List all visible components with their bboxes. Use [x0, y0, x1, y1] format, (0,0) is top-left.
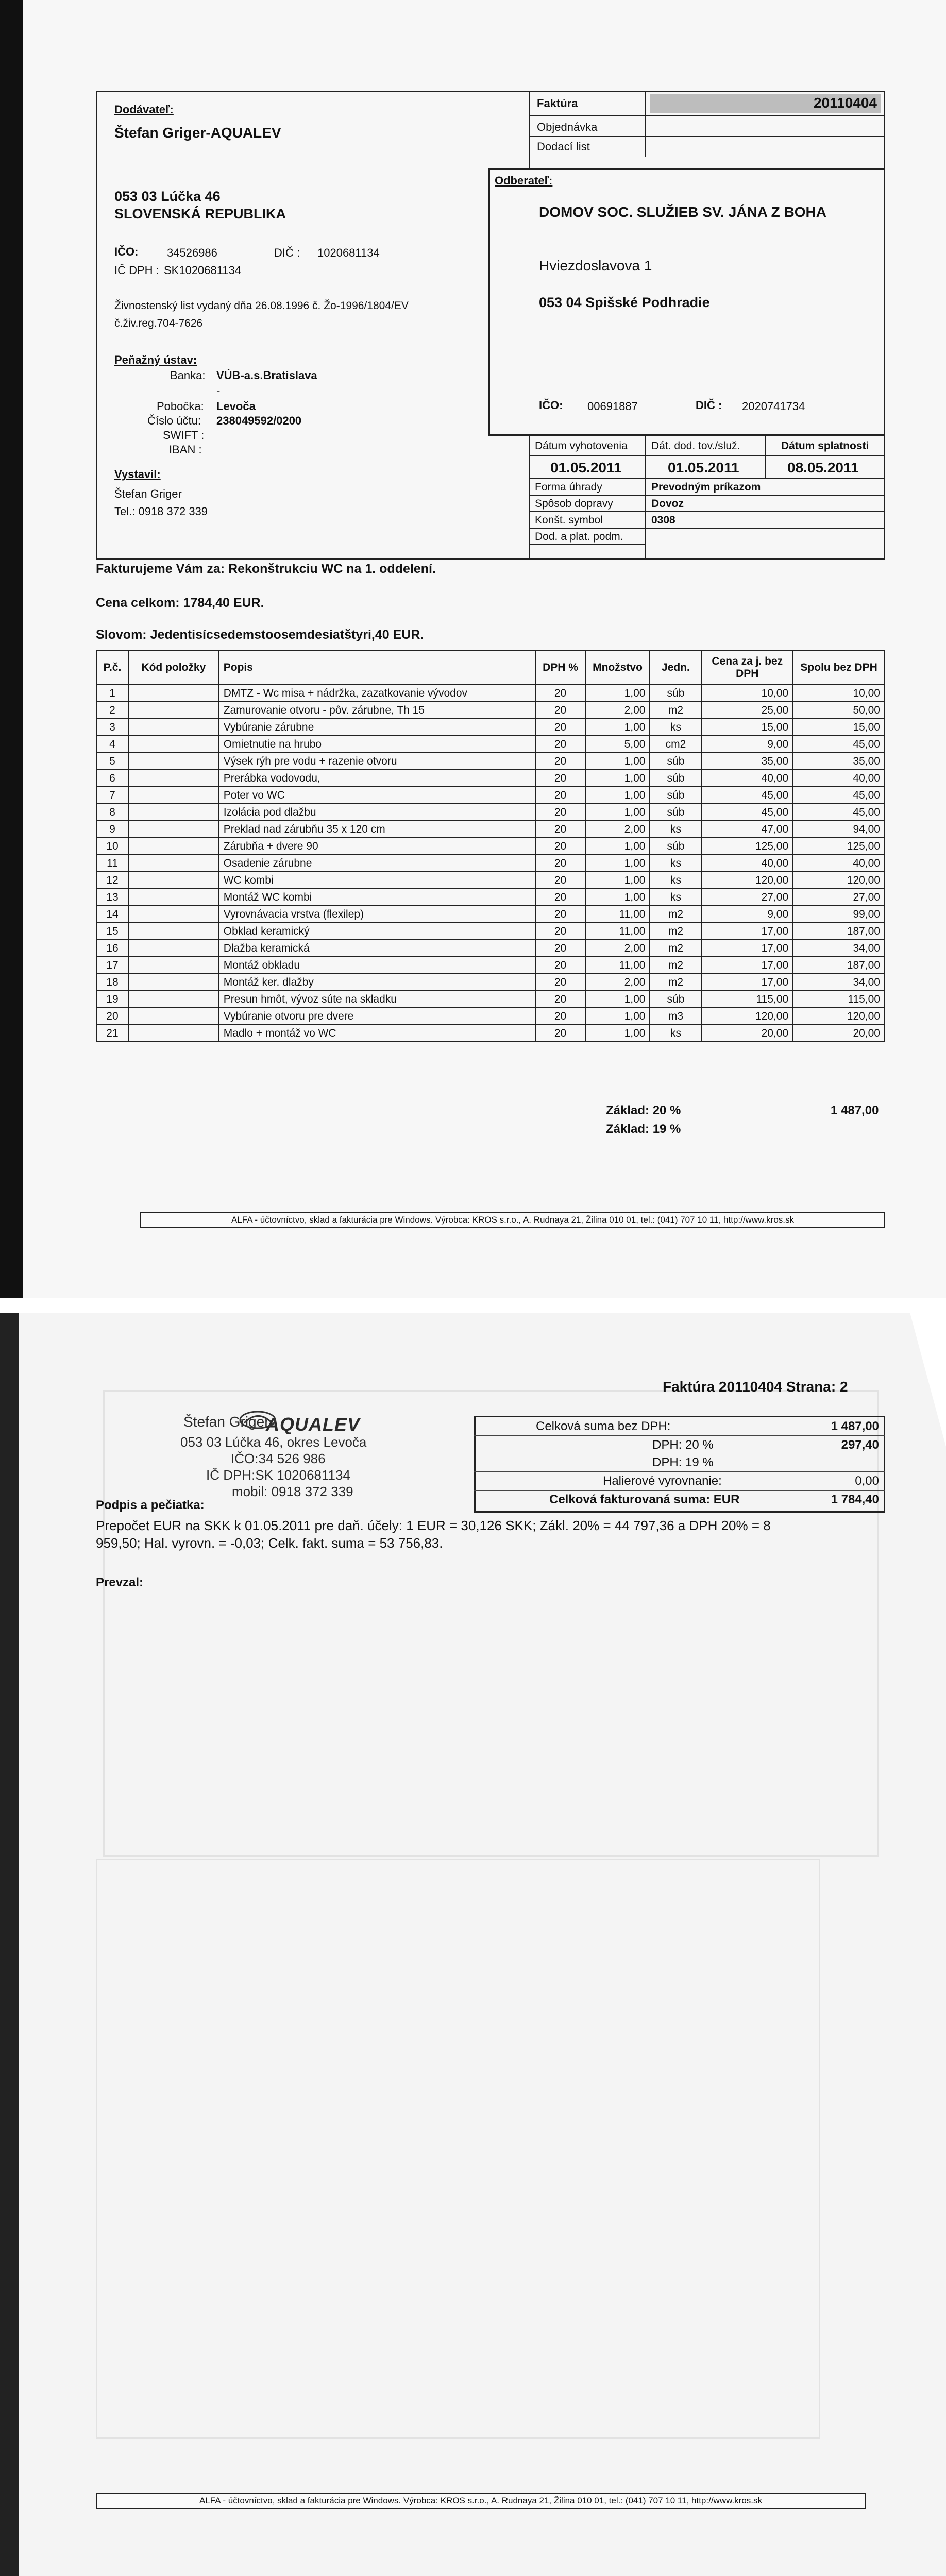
issuer-phone: Tel.: 0918 372 339 — [114, 505, 208, 518]
objednavka-label: Objednávka — [537, 121, 598, 133]
supplier-icdph-label: IČ DPH : — [114, 264, 159, 277]
row-description: Obklad keramický — [219, 923, 536, 940]
row-unit: súb — [650, 787, 701, 804]
row-vat: 20 — [536, 702, 585, 719]
row-code — [128, 702, 219, 719]
row-description: Vyrovnávacia vrstva (flexilep) — [219, 906, 536, 923]
table-row — [96, 1025, 885, 1042]
customer-ico-value: 00691887 — [587, 400, 638, 413]
row-description: Izolácia pod dlažbu — [219, 804, 536, 821]
row-quantity: 1,00 — [585, 719, 650, 736]
row-number: 4 — [96, 736, 128, 753]
table-row — [96, 821, 885, 838]
row-code — [128, 787, 219, 804]
row-quantity: 2,00 — [585, 974, 650, 991]
row-number: 7 — [96, 787, 128, 804]
row-code — [128, 906, 219, 923]
table-row — [96, 906, 885, 923]
supplier-icdph-value: SK1020681134 — [164, 264, 242, 277]
bank-value: VÚB-a.s.Bratislava — [216, 369, 317, 382]
customer-city: 053 04 Spišské Podhradie — [539, 295, 710, 310]
row-quantity: 11,00 — [585, 957, 650, 974]
account-label: Číslo účtu: — [147, 414, 201, 427]
base-20-label: Základ: 20 % — [606, 1104, 681, 1117]
row-vat: 20 — [536, 906, 585, 923]
row-unit-price: 17,00 — [701, 940, 793, 957]
invoice-page-2 — [0, 1313, 946, 2576]
payment-form-label: Forma úhrady — [535, 481, 602, 493]
row-number: 16 — [96, 940, 128, 957]
col-pc: P.č. — [96, 651, 128, 685]
summary-row-vat19: DPH: 19 % — [474, 1453, 885, 1472]
row-unit: súb — [650, 804, 701, 821]
row-unit-price: 9,00 — [701, 736, 793, 753]
row-vat: 20 — [536, 940, 585, 957]
transport-label: Spôsob dopravy — [535, 498, 613, 510]
bank-heading: Peňažný ústav: — [114, 353, 197, 366]
row-description: Vybúranie zárubne — [219, 719, 536, 736]
base-19-label: Základ: 19 % — [606, 1122, 681, 1136]
table-row — [96, 838, 885, 855]
row-unit-price: 125,00 — [701, 838, 793, 855]
row-unit: m2 — [650, 906, 701, 923]
customer-dic-value: 2020741734 — [742, 400, 805, 413]
row-vat: 20 — [536, 838, 585, 855]
row-vat: 20 — [536, 1008, 585, 1025]
row-unit: m2 — [650, 923, 701, 940]
row-vat: 20 — [536, 957, 585, 974]
bank-dash: - — [216, 384, 221, 397]
col-code: Kód položky — [128, 651, 219, 685]
row-unit-price: 27,00 — [701, 889, 793, 906]
row-description: Montáž obkladu — [219, 957, 536, 974]
items-table — [96, 650, 885, 1042]
row-quantity: 1,00 — [585, 889, 650, 906]
table-row — [96, 974, 885, 991]
iban-label: IBAN : — [169, 443, 202, 456]
table-row — [96, 940, 885, 957]
row-number: 9 — [96, 821, 128, 838]
row-unit: ks — [650, 872, 701, 889]
row-unit: súb — [650, 770, 701, 787]
row-number: 2 — [96, 702, 128, 719]
row-number: 18 — [96, 974, 128, 991]
row-total: 35,00 — [793, 753, 885, 770]
row-code — [128, 804, 219, 821]
row-total: 50,00 — [793, 702, 885, 719]
row-total: 15,00 — [793, 719, 885, 736]
transport-value: Dovoz — [651, 498, 684, 510]
row-total: 34,00 — [793, 940, 885, 957]
row-total: 40,00 — [793, 770, 885, 787]
issuer-heading: Vystavil: — [114, 468, 161, 481]
branch-value: Levoča — [216, 400, 256, 413]
summary-row-total-novat: Celková suma bez DPH: 1 487,00 — [474, 1417, 885, 1436]
row-quantity: 2,00 — [585, 940, 650, 957]
summary-row-grand-total: Celková fakturovaná suma: EUR 1 784,40 — [549, 1493, 879, 1506]
row-description: Dlažba keramická — [219, 940, 536, 957]
row-code — [128, 957, 219, 974]
row-total: 27,00 — [793, 889, 885, 906]
customer-heading: Odberateľ: — [495, 174, 553, 187]
stamp-line1: 053 03 Lúčka 46, okres Levoča — [180, 1434, 367, 1450]
row-vat: 20 — [536, 991, 585, 1008]
row-unit-price: 120,00 — [701, 1008, 793, 1025]
delivery-terms-label: Dod. a plat. podm. — [535, 531, 623, 543]
row-total: 125,00 — [793, 838, 885, 855]
row-unit: m2 — [650, 957, 701, 974]
row-description: Preklad nad zárubňu 35 x 120 cm — [219, 821, 536, 838]
supplier-dic-label: DIČ : — [274, 246, 300, 259]
row-unit-price: 40,00 — [701, 855, 793, 872]
row-number: 8 — [96, 804, 128, 821]
customer-name: DOMOV SOC. SLUŽIEB SV. JÁNA Z BOHA — [539, 204, 826, 220]
row-description: Prerábka vodovodu, — [219, 770, 536, 787]
table-row — [96, 872, 885, 889]
row-quantity: 1,00 — [585, 685, 650, 702]
row-unit: m2 — [650, 974, 701, 991]
row-description: Madlo + montáž vo WC — [219, 1025, 536, 1042]
stamp-name: Štefan Griger — [183, 1414, 269, 1430]
row-number: 3 — [96, 719, 128, 736]
branch-label: Pobočka: — [157, 400, 204, 413]
scan-edge — [0, 0, 23, 1298]
row-unit-price: 17,00 — [701, 923, 793, 940]
bank-label: Banka: — [170, 369, 206, 382]
row-code — [128, 991, 219, 1008]
row-vat: 20 — [536, 923, 585, 940]
row-quantity: 1,00 — [585, 855, 650, 872]
row-description: Zárubňa + dvere 90 — [219, 838, 536, 855]
row-number: 19 — [96, 991, 128, 1008]
row-code — [128, 923, 219, 940]
row-quantity: 5,00 — [585, 736, 650, 753]
row-quantity: 1,00 — [585, 753, 650, 770]
payment-form-value: Prevodným príkazom — [651, 481, 761, 493]
row-unit: súb — [650, 685, 701, 702]
items-header-row — [96, 651, 885, 685]
row-quantity: 1,00 — [585, 804, 650, 821]
row-number: 1 — [96, 685, 128, 702]
col-vat: DPH % — [536, 651, 585, 685]
row-number: 10 — [96, 838, 128, 855]
row-quantity: 1,00 — [585, 770, 650, 787]
customer-dic-label: DIČ : — [696, 399, 722, 412]
row-number: 13 — [96, 889, 128, 906]
received-by-label: Prevzal: — [96, 1575, 144, 1589]
row-total: 120,00 — [793, 872, 885, 889]
row-code — [128, 940, 219, 957]
conversion-line-1: Prepočet EUR na SKK k 01.05.2011 pre daň. účely: 1 EUR = 30,126 SKK; Zákl. 20% = 44 797,36 a DPH 20% = 8 — [96, 1518, 771, 1533]
row-code — [128, 1008, 219, 1025]
faktura-label: Faktúra — [537, 97, 578, 110]
row-description: Montáž ker. dlažby — [219, 974, 536, 991]
row-quantity: 1,00 — [585, 1008, 650, 1025]
row-quantity: 1,00 — [585, 1025, 650, 1042]
row-code — [128, 855, 219, 872]
table-row — [96, 991, 885, 1008]
row-total: 20,00 — [793, 1025, 885, 1042]
row-number: 5 — [96, 753, 128, 770]
row-description: Omietnutie na hrubo — [219, 736, 536, 753]
stamp-logo: AQUALEV — [266, 1414, 361, 1435]
supplier-ico-value: 34526986 — [167, 246, 217, 259]
row-vat: 20 — [536, 753, 585, 770]
row-unit: ks — [650, 719, 701, 736]
row-unit-price: 9,00 — [701, 906, 793, 923]
supplier-address-2: SLOVENSKÁ REPUBLIKA — [114, 206, 286, 222]
row-quantity: 2,00 — [585, 821, 650, 838]
table-row — [96, 770, 885, 787]
row-total: 40,00 — [793, 855, 885, 872]
col-unit-price: Cena za j. bez DPH — [701, 651, 793, 685]
row-description: Vybúranie otvoru pre dvere — [219, 1008, 536, 1025]
row-unit-price: 25,00 — [701, 702, 793, 719]
row-vat: 20 — [536, 770, 585, 787]
row-quantity: 11,00 — [585, 923, 650, 940]
invoice-header-box — [530, 92, 884, 167]
row-description: Zamurovanie otvoru - pôv. zárubne, Th 15 — [219, 702, 536, 719]
table-row — [96, 1008, 885, 1025]
stamp-logo-swirl-icon — [237, 1408, 278, 1432]
conversion-line-2: 959,50; Hal. vyrovn. = -0,03; Celk. fakt. suma = 53 756,83. — [96, 1535, 443, 1551]
row-code — [128, 685, 219, 702]
issue-date-label: Dátum vyhotovenia — [535, 440, 628, 452]
row-description: Montáž WC kombi — [219, 889, 536, 906]
row-code — [128, 821, 219, 838]
row-vat: 20 — [536, 889, 585, 906]
issue-date-value: 01.05.2011 — [550, 460, 622, 476]
customer-street: Hviezdoslavova 1 — [539, 258, 652, 274]
row-unit: cm2 — [650, 736, 701, 753]
row-total: 45,00 — [793, 736, 885, 753]
row-code — [128, 1025, 219, 1042]
row-unit: ks — [650, 821, 701, 838]
row-unit-price: 115,00 — [701, 991, 793, 1008]
row-total: 10,00 — [793, 685, 885, 702]
col-quantity: Množstvo — [585, 651, 650, 685]
row-number: 15 — [96, 923, 128, 940]
row-description: Osadenie zárubne — [219, 855, 536, 872]
row-unit: ks — [650, 1025, 701, 1042]
col-total: Spolu bez DPH — [793, 651, 885, 685]
summary-row-rounding: Halierové vyrovnanie: 0,00 — [474, 1471, 885, 1491]
row-code — [128, 736, 219, 753]
row-unit: m2 — [650, 702, 701, 719]
row-total: 99,00 — [793, 906, 885, 923]
row-description: Presun hmôt, vývoz súte na skladku — [219, 991, 536, 1008]
software-footer-2: ALFA - účtovníctvo, sklad a fakturácia pre Windows. Výrobca: KROS s.r.o., A. Rudnaya 21, Žilina 010 01, tel.: (041) 707 10 11, http://www.kros.sk — [96, 2493, 866, 2509]
table-row — [96, 923, 885, 940]
table-row — [96, 685, 885, 702]
stamp-line2: IČO:34 526 986 — [231, 1451, 326, 1466]
col-description: Popis — [219, 651, 536, 685]
table-row — [96, 736, 885, 753]
stamp-line3: IČ DPH:SK 1020681134 — [206, 1467, 350, 1483]
row-number: 6 — [96, 770, 128, 787]
supplier-license-2: č.živ.reg.704-7626 — [114, 317, 203, 329]
row-unit: súb — [650, 991, 701, 1008]
row-quantity: 2,00 — [585, 702, 650, 719]
row-total: 34,00 — [793, 974, 885, 991]
row-unit: ks — [650, 855, 701, 872]
software-footer: ALFA - účtovníctvo, sklad a fakturácia pre Windows. Výrobca: KROS s.r.o., A. Rudnaya 21, Žilina 010 01, tel.: (041) 707 10 11, http://www.kros.sk — [140, 1212, 885, 1228]
row-total: 120,00 — [793, 1008, 885, 1025]
faktura-number: 20110404 — [813, 95, 877, 111]
row-description: Výsek rýh pre vodu + razenie otvoru — [219, 753, 536, 770]
table-row — [96, 787, 885, 804]
supplier-heading: Dodávateľ: — [114, 103, 174, 116]
table-row — [96, 753, 885, 770]
supplier-address-1: 053 03 Lúčka 46 — [114, 189, 221, 204]
row-number: 12 — [96, 872, 128, 889]
total-line: Cena celkom: 1784,40 EUR. — [96, 596, 264, 610]
row-unit-price: 40,00 — [701, 770, 793, 787]
issuer-name: Štefan Griger — [114, 487, 182, 500]
row-total: 45,00 — [793, 804, 885, 821]
table-row — [96, 855, 885, 872]
table-row — [96, 957, 885, 974]
stamp-line4: mobil: 0918 372 339 — [232, 1484, 353, 1499]
supplier-dic-value: 1020681134 — [317, 246, 380, 259]
row-number: 11 — [96, 855, 128, 872]
delivery-date-label: Dát. dod. tov./služ. — [651, 440, 740, 452]
account-value: 238049592/0200 — [216, 414, 302, 427]
row-unit: súb — [650, 838, 701, 855]
row-number: 17 — [96, 957, 128, 974]
row-unit-price: 17,00 — [701, 957, 793, 974]
table-row — [96, 719, 885, 736]
table-row — [96, 889, 885, 906]
row-unit: m3 — [650, 1008, 701, 1025]
row-number: 14 — [96, 906, 128, 923]
due-date-value: 08.05.2011 — [787, 460, 859, 476]
row-code — [128, 753, 219, 770]
row-total: 115,00 — [793, 991, 885, 1008]
row-code — [128, 770, 219, 787]
row-code — [128, 889, 219, 906]
row-vat: 20 — [536, 1025, 585, 1042]
col-unit: Jedn. — [650, 651, 701, 685]
row-description: Poter vo WC — [219, 787, 536, 804]
row-unit: ks — [650, 889, 701, 906]
dodaci-label: Dodací list — [537, 140, 590, 153]
row-number: 21 — [96, 1025, 128, 1042]
row-quantity: 1,00 — [585, 872, 650, 889]
row-total: 187,00 — [793, 957, 885, 974]
signature-label: Podpis a pečiatka: — [96, 1498, 205, 1512]
total-in-words: Slovom: Jedentisícsedemstoosemdesiatštyri,40 EUR. — [96, 628, 424, 642]
row-vat: 20 — [536, 855, 585, 872]
row-quantity: 1,00 — [585, 991, 650, 1008]
row-unit-price: 35,00 — [701, 753, 793, 770]
row-total: 187,00 — [793, 923, 885, 940]
row-description: DMTZ - Wc misa + nádržka, zazatkovanie vývodov — [219, 685, 536, 702]
row-total: 94,00 — [793, 821, 885, 838]
delivery-date-value: 01.05.2011 — [668, 460, 739, 476]
row-vat: 20 — [536, 872, 585, 889]
row-vat: 20 — [536, 685, 585, 702]
row-number: 20 — [96, 1008, 128, 1025]
summary-row-vat20: DPH: 20 % 297,40 — [652, 1438, 879, 1452]
row-code — [128, 838, 219, 855]
row-unit-price: 45,00 — [701, 787, 793, 804]
row-unit-price: 120,00 — [701, 872, 793, 889]
const-symbol-value: 0308 — [651, 514, 675, 526]
row-code — [128, 974, 219, 991]
page2-header: Faktúra 20110404 Strana: 2 — [663, 1379, 848, 1395]
supplier-name: Štefan Griger-AQUALEV — [114, 125, 281, 141]
invoice-subject: Fakturujeme Vám za: Rekonštrukciu WC na 1. oddelení. — [96, 562, 436, 576]
row-code — [128, 719, 219, 736]
row-quantity: 11,00 — [585, 906, 650, 923]
row-unit-price: 47,00 — [701, 821, 793, 838]
row-vat: 20 — [536, 821, 585, 838]
row-unit-price: 45,00 — [701, 804, 793, 821]
row-unit-price: 17,00 — [701, 974, 793, 991]
row-vat: 20 — [536, 736, 585, 753]
table-row — [96, 804, 885, 821]
due-date-label: Dátum splatnosti — [781, 440, 869, 452]
supplier-license-1: Živnostenský list vydaný dňa 26.08.1996 č. Žo-1996/1804/EV — [114, 300, 409, 312]
row-unit-price: 10,00 — [701, 685, 793, 702]
row-quantity: 1,00 — [585, 787, 650, 804]
row-vat: 20 — [536, 974, 585, 991]
dates-grid — [529, 436, 885, 560]
customer-ico-label: IČO: — [539, 399, 563, 412]
row-unit-price: 20,00 — [701, 1025, 793, 1042]
row-unit: súb — [650, 753, 701, 770]
row-quantity: 1,00 — [585, 838, 650, 855]
row-code — [128, 872, 219, 889]
swift-label: SWIFT : — [163, 429, 205, 442]
base-20-value: 1 487,00 — [831, 1104, 879, 1117]
row-vat: 20 — [536, 804, 585, 821]
row-unit-price: 15,00 — [701, 719, 793, 736]
row-description: WC kombi — [219, 872, 536, 889]
row-unit: m2 — [650, 940, 701, 957]
row-total: 45,00 — [793, 787, 885, 804]
const-symbol-label: Konšt. symbol — [535, 514, 603, 526]
row-vat: 20 — [536, 787, 585, 804]
table-row — [96, 702, 885, 719]
supplier-ico-label: IČO: — [114, 245, 139, 258]
row-vat: 20 — [536, 719, 585, 736]
scan-edge-2 — [0, 1313, 19, 2576]
